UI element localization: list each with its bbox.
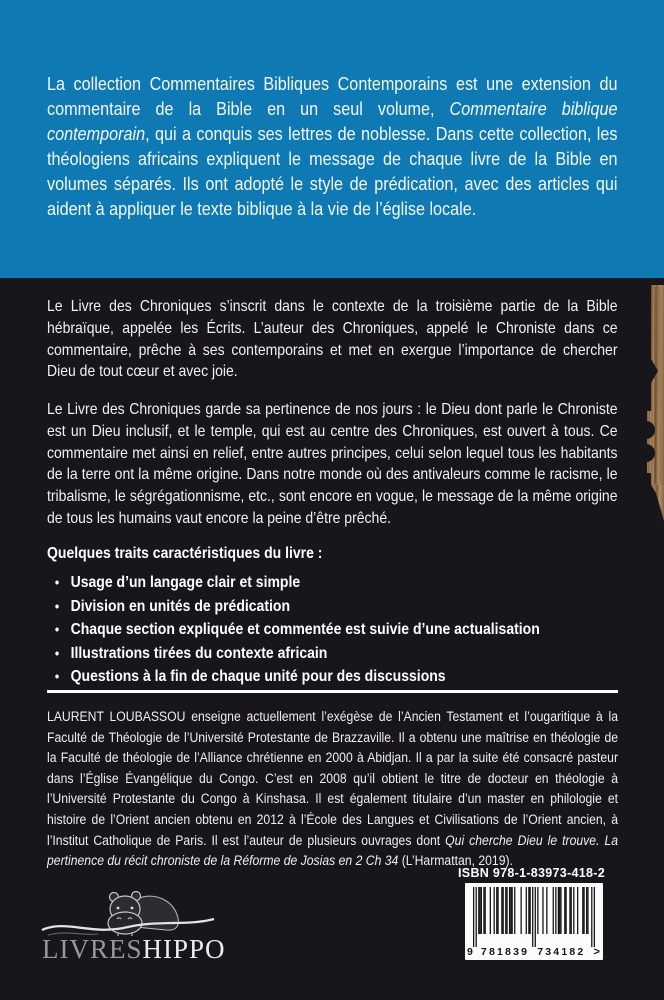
barcode-lead-digit: 9 [467, 946, 473, 958]
barcode-bars [473, 887, 595, 947]
wood-carving-photo-sliver [646, 283, 664, 523]
feature-item: • Illustrations tirées du contexte africain [54, 644, 328, 662]
synopsis-paragraph-1: Le Livre des Chroniques s’inscrit dans le contexte de la troisième partie de la Bible hébraïque, appelée les Écrits. L’auteur des Chroniques, appelé le Chroniste dans ce commentaire, prêche à ses contemporains et met en exergue l’importance de chercher Dieu de tout cœur et avec joie. [47, 298, 618, 381]
author-biography: LAURENT LOUBASSOU enseigne actuellement l’exégèse de l’Ancien Testament et l’ougaritique à la Faculté de Théologie de l’Université Protestante de Brazzaville. Il a obtenu une maîtrise en théologie de la Faculté de théologie de l’Alliance chrétienne en 2000 à Abidjan. Il a par la suite été consacré pasteur dans l’Église Évangélique du Congo. C’est en 2008 qu’il obtient le titre de docteur en théologie à l’Université Protestante du Congo à Kinshasa. Il est également titulaire d’un master en philologie et histoire de l’Orient ancien obtenu en 2012 à l’École des Langues et Civilisations de l’Orient ancien, à l’Institut Catholique de Paris. Il est l’auteur de plusieurs ouvrages dont Qui cherche Dieu le trouve. La pertinence du récit chroniste de la Réforme de Josias en 2 Ch 34 (L’Harmattan, 2019). [47, 709, 619, 870]
ean13-barcode [465, 883, 603, 960]
barcode-arrow: > [593, 946, 600, 958]
feature-item: • Usage d’un langage clair et simple [54, 574, 301, 591]
synopsis-paragraph-2: Le Livre des Chroniques garde sa pertinence de nos jours : le Dieu dont parle le Chroniste est un Dieu inclusif, et le temple, qui est au centre des Chroniques, est ouvert à tous. Ce commentaire met ainsi en relief, entre autres principes, celui selon lequel tous les habitants de la terre ont la même origine. Dans notre monde où des antivaleurs comme le racisme, le tribalisme, le ségrégationnisme, etc., sont encore en vogue, le message de la même origine de tous les humains vaut encore la peine d’être prêché. [47, 401, 618, 527]
barcode-group-1: 781839 [480, 946, 530, 958]
features-list [47, 571, 618, 689]
collection-banner [0, 0, 664, 278]
publisher-name-livres: LIVRES [42, 934, 143, 964]
isbn-label: ISBN 978-1-83973-418-2 [458, 866, 605, 880]
features-heading: Quelques traits caractéristiques du livre : [47, 545, 323, 562]
publisher-name-hippo: HIPPO [142, 934, 226, 964]
publisher-logo [38, 886, 226, 972]
feature-item: • Questions à la fin de chaque unité pour des discussions [54, 668, 446, 686]
feature-item: • Division en unités de prédication [54, 597, 291, 615]
publisher-name [42, 936, 226, 963]
section-divider [47, 690, 618, 693]
collection-description: La collection Commentaires Bibliques Contemporains est une extension du commentaire de la Bible en un seul volume, Commentaire biblique contemporain, qui a conquis ses lettres de noblesse. Dans cette collection, les théologiens africains expliquent le message de chaque livre de la Bible en volumes séparés. Ils ont adopté le style de prédication, avec des articles qui aident à appliquer le texte biblique à la vie de l’église locale. [47, 73, 618, 219]
feature-item: • Chaque section expliquée et commentée est suivie d’une actualisation [54, 621, 540, 639]
barcode-digits [467, 946, 600, 958]
barcode-group-2: 734182 [537, 946, 586, 958]
